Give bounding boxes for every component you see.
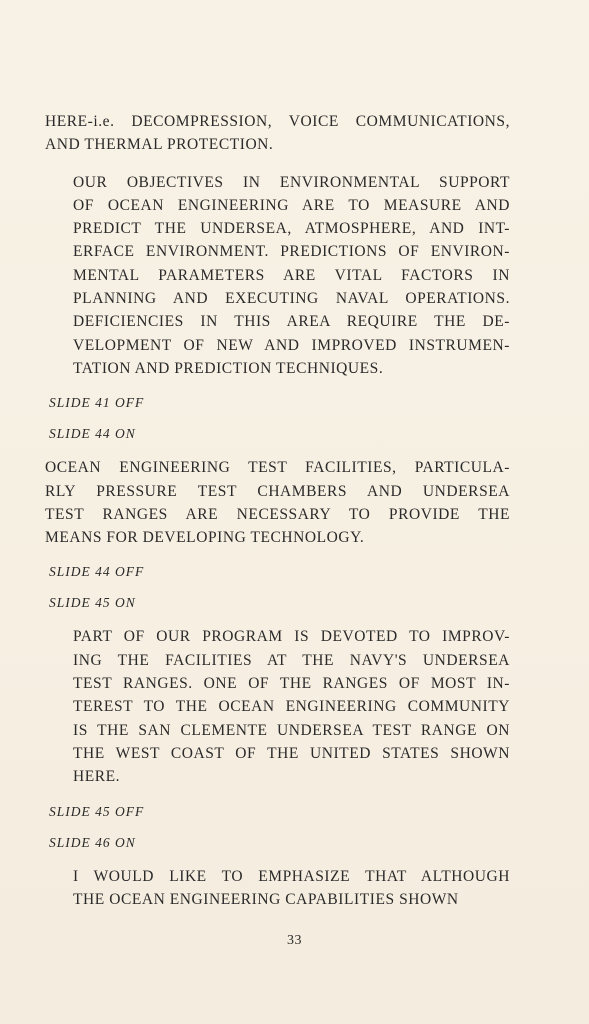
paragraph xyxy=(45,625,510,788)
text-line: IS THE SAN CLEMENTE UNDERSEA TEST RANGE ON xyxy=(73,721,510,739)
text-line: OCEAN ENGINEERING TEST FACILITIES, PARTICULA- xyxy=(45,459,510,477)
slide-cue: SLIDE 41 OFF xyxy=(49,395,145,411)
text-line: HERE. xyxy=(73,768,121,786)
slide-cue: SLIDE 45 OFF xyxy=(49,803,145,819)
text-line: MEANS FOR DEVELOPING TECHNOLOGY. xyxy=(45,529,365,547)
text-line: I WOULD LIKE TO EMPHASIZE THAT ALTHOUGH xyxy=(73,867,510,885)
text-line: PLANNING AND EXECUTING NAVAL OPERATIONS. xyxy=(73,290,510,308)
text-line: RLY PRESSURE TEST CHAMBERS AND UNDERSEA xyxy=(45,482,510,500)
paragraph xyxy=(45,865,510,912)
text-line: VELOPMENT OF NEW AND IMPROVED INSTRUMEN- xyxy=(73,336,510,354)
slide-cue: SLIDE 44 ON xyxy=(49,426,136,442)
slide-cue: SLIDE 45 ON xyxy=(49,595,136,611)
text-line: PREDICT THE UNDERSEA, ATMOSPHERE, AND INT- xyxy=(73,220,510,238)
paragraph xyxy=(45,110,510,157)
text-line: TEREST TO THE OCEAN ENGINEERING COMMUNITY xyxy=(73,698,510,716)
text-line: OF OCEAN ENGINEERING ARE TO MEASURE AND xyxy=(73,196,510,214)
paragraph xyxy=(45,456,510,549)
text-line: ING THE FACILITIES AT THE NAVY'S UNDERSEA xyxy=(73,651,510,669)
text-line: THE OCEAN ENGINEERING CAPABILITIES SHOWN xyxy=(73,890,459,908)
page-number: 33 xyxy=(287,933,302,948)
text-line: AND THERMAL PROTECTION. xyxy=(45,136,274,154)
slide-cue: SLIDE 44 OFF xyxy=(49,564,145,580)
paragraph xyxy=(45,171,510,381)
text-line: DEFICIENCIES IN THIS AREA REQUIRE THE DE- xyxy=(73,313,510,331)
text-line: TEST RANGES. ONE OF THE RANGES OF MOST IN- xyxy=(73,675,510,693)
text-line: ERFACE ENVIRONMENT. PREDICTIONS OF ENVIRON- xyxy=(73,243,510,261)
text-line: TEST RANGES ARE NECESSARY TO PROVIDE THE xyxy=(45,505,510,523)
text-line: PART OF OUR PROGRAM IS DEVOTED TO IMPROV- xyxy=(73,628,510,646)
slide-cue: SLIDE 46 ON xyxy=(49,834,136,850)
text-line: OUR OBJECTIVES IN ENVIRONMENTAL SUPPORT xyxy=(73,173,510,191)
page-body xyxy=(45,110,510,925)
text-line: HERE-i.e. DECOMPRESSION, VOICE COMMUNICATIONS, xyxy=(45,113,510,130)
text-line: THE WEST COAST OF THE UNITED STATES SHOWN xyxy=(73,744,510,762)
text-line: TATION AND PREDICTION TECHNIQUES. xyxy=(73,359,384,377)
text-line: MENTAL PARAMETERS ARE VITAL FACTORS IN xyxy=(73,266,510,284)
